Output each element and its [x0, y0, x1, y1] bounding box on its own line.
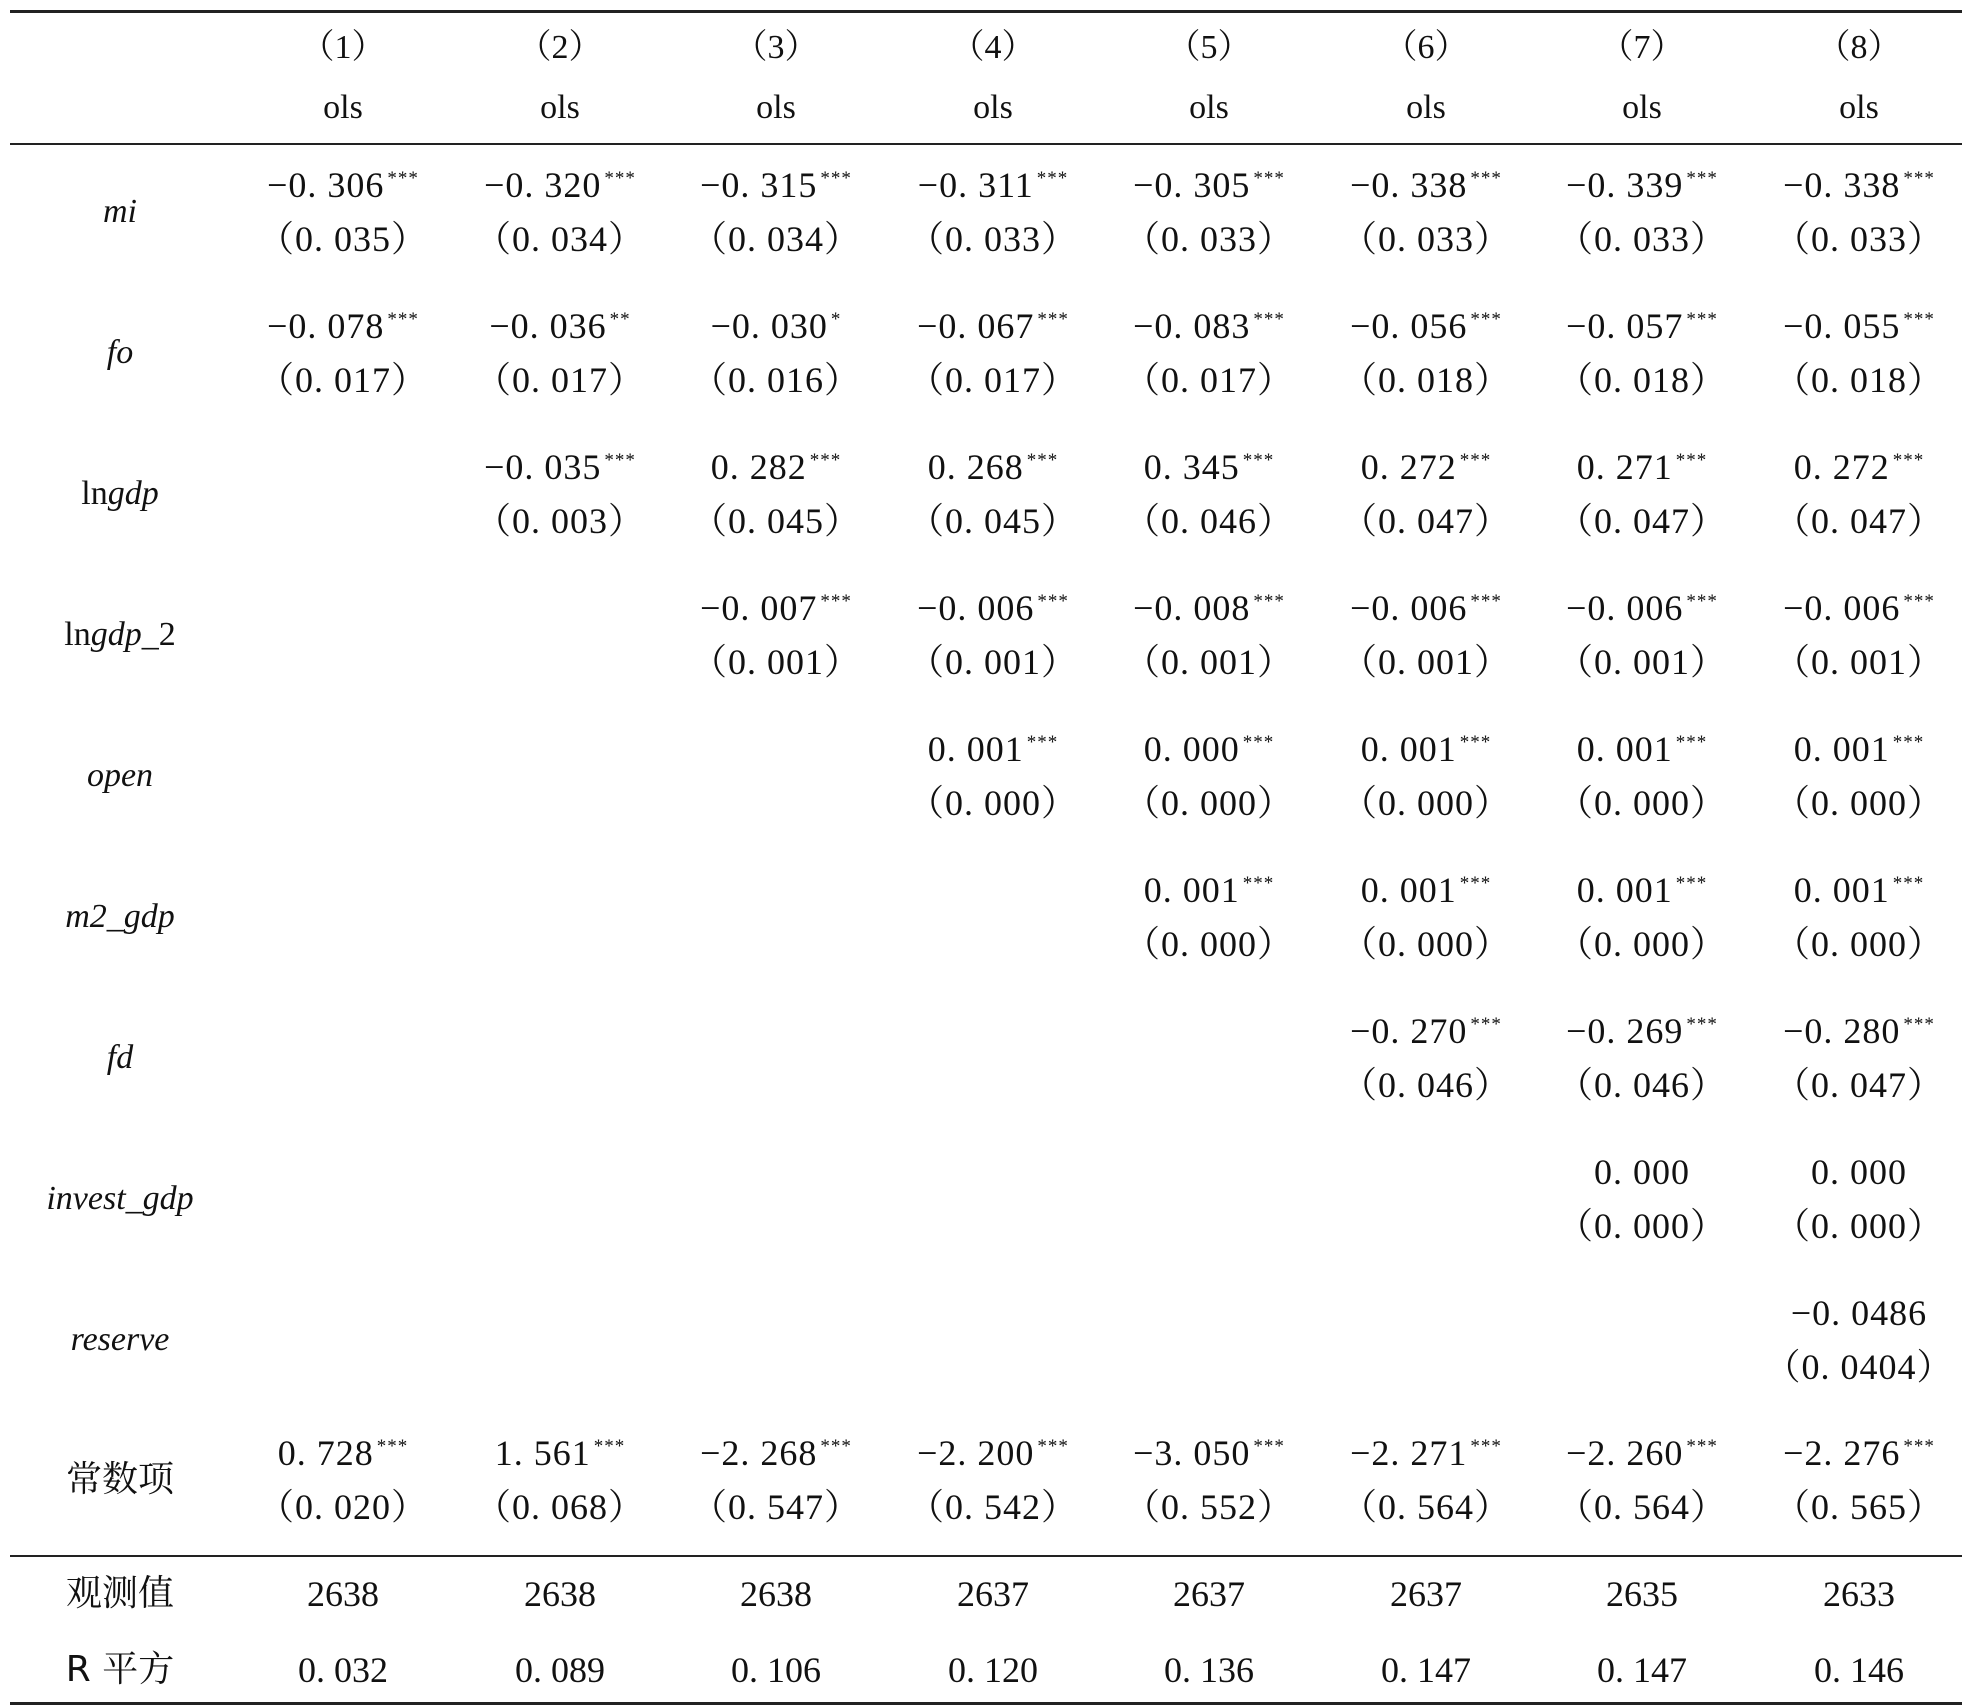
variable-prefix: ln — [81, 475, 108, 512]
observations-value: 2635 — [1606, 1574, 1678, 1614]
coefficient-value: −0. 006 — [1783, 588, 1901, 628]
column-number: （8） — [1816, 29, 1902, 66]
standard-error: （0. 033） — [1773, 219, 1944, 259]
coefficient-cell — [1318, 447, 1534, 487]
column-number: （1） — [300, 29, 386, 66]
standard-error: （0. 035） — [257, 219, 428, 259]
coefficient-cell — [1534, 729, 1750, 769]
coefficient-cell — [452, 447, 668, 487]
coefficient-value: 0. 001 — [1360, 870, 1457, 910]
coefficient-value: −0. 035 — [484, 447, 602, 487]
standard-error: （0. 001） — [907, 642, 1078, 682]
variable-label — [10, 756, 230, 796]
coefficient-value: −0. 067 — [917, 306, 1035, 346]
coefficient-value: 0. 268 — [927, 447, 1024, 487]
standard-error: （0. 017） — [474, 360, 645, 400]
variable-label — [10, 1038, 230, 1078]
coefficient-value: −2. 271 — [1350, 1433, 1468, 1473]
r-squared-value: 0. 106 — [731, 1650, 821, 1690]
coefficient-cell — [452, 306, 668, 346]
significance-stars: ** — [609, 309, 631, 330]
variable-label — [10, 474, 230, 514]
significance-stars: *** — [820, 591, 852, 612]
coefficient-value: −0. 320 — [484, 165, 602, 205]
observations-value: 2633 — [1823, 1574, 1895, 1614]
header-rule — [10, 143, 1962, 145]
standard-error: （0. 047） — [1556, 501, 1727, 541]
significance-stars: *** — [1242, 450, 1275, 471]
standard-error: （0. 017） — [257, 360, 428, 400]
standard-error: （0. 000） — [1773, 783, 1944, 823]
r-squared-label: R 平方 — [65, 1649, 175, 1690]
coefficient-value: 0. 001 — [927, 729, 1024, 769]
r-squared-value: 0. 146 — [1814, 1650, 1904, 1690]
significance-stars: *** — [1459, 732, 1492, 753]
coefficient-cell — [1101, 729, 1317, 769]
significance-stars: *** — [1686, 1014, 1718, 1035]
r-squared-value: 0. 136 — [1164, 1650, 1254, 1690]
significance-stars: *** — [1686, 591, 1718, 612]
coefficient-cell — [235, 1433, 451, 1473]
standard-error: （0. 000） — [1123, 924, 1294, 964]
significance-stars: *** — [1470, 1436, 1502, 1457]
coefficient-cell — [668, 588, 884, 628]
variable-name: fd — [106, 1039, 134, 1076]
significance-stars: *** — [820, 168, 852, 189]
coefficient-value: −0. 030 — [710, 306, 828, 346]
observations-value: 2638 — [740, 1574, 812, 1614]
variable-name: mi — [103, 193, 137, 230]
coefficient-value: 0. 001 — [1143, 870, 1240, 910]
coefficient-cell — [1534, 165, 1750, 205]
significance-stars: *** — [1686, 1436, 1718, 1457]
significance-stars: *** — [1253, 168, 1285, 189]
significance-stars: *** — [1253, 1436, 1285, 1457]
coefficient-value: 0. 000 — [1143, 729, 1240, 769]
significance-stars: *** — [1036, 168, 1069, 189]
coefficient-cell — [1318, 729, 1534, 769]
coefficient-value: −0. 008 — [1133, 588, 1251, 628]
variable-prefix: ln — [64, 616, 91, 653]
significance-stars: *** — [1892, 873, 1925, 894]
standard-error: （0. 017） — [907, 360, 1078, 400]
variable-name: invest_gdp — [46, 1180, 194, 1217]
coefficient-cell — [1318, 306, 1534, 346]
standard-error: （0. 033） — [1340, 219, 1511, 259]
coefficient-cell — [668, 1433, 884, 1473]
coefficient-cell — [1534, 588, 1750, 628]
standard-error: （0. 001） — [1340, 642, 1511, 682]
standard-error: （0. 000） — [1773, 924, 1944, 964]
coefficient-value: 0. 001 — [1793, 870, 1890, 910]
variable-name: gdp — [107, 475, 159, 512]
standard-error: （0. 000） — [1123, 783, 1294, 823]
observations-value: 2638 — [307, 1574, 379, 1614]
variable-suffix: _2 — [141, 616, 176, 653]
standard-error: （0. 047） — [1340, 501, 1511, 541]
variable-label — [10, 615, 230, 655]
significance-stars: *** — [1892, 450, 1925, 471]
coefficient-value: 0. 001 — [1576, 870, 1673, 910]
variable-label — [10, 192, 230, 232]
coefficient-cell — [1318, 1011, 1534, 1051]
coefficient-cell — [668, 306, 884, 346]
summary-rule — [10, 1555, 1962, 1557]
significance-stars: *** — [1253, 591, 1285, 612]
standard-error: （0. 033） — [1123, 219, 1294, 259]
coefficient-value: −0. 036 — [489, 306, 607, 346]
standard-error: （0. 001） — [1773, 642, 1944, 682]
coefficient-cell — [1534, 870, 1750, 910]
coefficient-value: −0. 269 — [1566, 1011, 1684, 1051]
variable-label — [10, 897, 230, 937]
observations-value: 2637 — [1173, 1574, 1245, 1614]
coefficient-cell — [1751, 870, 1967, 910]
coefficient-value: −0. 055 — [1783, 306, 1901, 346]
standard-error: （0. 018） — [1340, 360, 1511, 400]
coefficient-cell — [1534, 1433, 1750, 1473]
coefficient-value: −0. 083 — [1133, 306, 1251, 346]
variable-label — [10, 1320, 230, 1360]
coefficient-cell — [885, 306, 1101, 346]
coefficient-value: −0. 311 — [917, 165, 1034, 205]
standard-error: （0. 547） — [690, 1487, 861, 1527]
column-number: （2） — [517, 29, 603, 66]
coefficient-cell — [1751, 1152, 1967, 1192]
observations-value: 2638 — [524, 1574, 596, 1614]
significance-stars: *** — [1242, 732, 1275, 753]
coefficient-value: 0. 001 — [1576, 729, 1673, 769]
coefficient-cell — [1534, 306, 1750, 346]
standard-error: （0. 565） — [1773, 1487, 1944, 1527]
standard-error: （0. 020） — [257, 1487, 428, 1527]
standard-error: （0. 047） — [1773, 1065, 1944, 1105]
significance-stars: *** — [1470, 1014, 1502, 1035]
standard-error: （0. 000） — [1556, 924, 1727, 964]
coefficient-cell — [1101, 306, 1317, 346]
coefficient-cell — [1101, 870, 1317, 910]
standard-error: （0. 000） — [1556, 1206, 1727, 1246]
coefficient-value: −0. 315 — [700, 165, 818, 205]
coefficient-cell — [885, 447, 1101, 487]
coefficient-value: −0. 006 — [1566, 588, 1684, 628]
coefficient-value: 1. 561 — [494, 1433, 591, 1473]
bottom-rule — [10, 1702, 1962, 1705]
coefficient-cell — [1318, 870, 1534, 910]
coefficient-value: 0. 272 — [1793, 447, 1890, 487]
variable-label — [10, 1179, 230, 1219]
coefficient-cell — [235, 165, 451, 205]
column-number: （3） — [733, 29, 819, 66]
standard-error: （0. 046） — [1556, 1065, 1727, 1105]
standard-error: （0. 564） — [1556, 1487, 1727, 1527]
coefficient-value: 0. 272 — [1360, 447, 1457, 487]
coefficient-value: −0. 057 — [1566, 306, 1684, 346]
significance-stars: *** — [1253, 309, 1285, 330]
standard-error: （0. 068） — [474, 1487, 645, 1527]
standard-error: （0. 003） — [474, 501, 645, 541]
coefficient-cell — [1101, 1433, 1317, 1473]
coefficient-value: −0. 305 — [1133, 165, 1251, 205]
significance-stars: *** — [1686, 309, 1718, 330]
variable-name: open — [86, 757, 154, 794]
column-method: ols — [540, 89, 580, 126]
column-number: （4） — [950, 29, 1036, 66]
r-squared-value: 0. 147 — [1597, 1650, 1687, 1690]
significance-stars: *** — [1459, 873, 1492, 894]
significance-stars: *** — [1903, 1436, 1935, 1457]
coefficient-cell — [885, 165, 1101, 205]
r-squared-value: 0. 032 — [298, 1650, 388, 1690]
standard-error: （0. 016） — [690, 360, 861, 400]
significance-stars: *** — [1026, 732, 1059, 753]
significance-stars: *** — [604, 450, 636, 471]
coefficient-value: 0. 728 — [277, 1433, 374, 1473]
coefficient-cell — [1318, 588, 1534, 628]
significance-stars: *** — [1470, 168, 1502, 189]
coefficient-cell — [885, 1433, 1101, 1473]
standard-error: （0. 034） — [690, 219, 861, 259]
coefficient-cell — [452, 165, 668, 205]
coefficient-value: −0. 056 — [1350, 306, 1468, 346]
coefficient-cell — [1751, 1293, 1967, 1333]
standard-error: （0. 542） — [907, 1487, 1078, 1527]
coefficient-cell — [1751, 447, 1967, 487]
coefficient-value: −2. 260 — [1566, 1433, 1684, 1473]
coefficient-value: 0. 000 — [1811, 1152, 1907, 1192]
coefficient-value: −0. 270 — [1350, 1011, 1468, 1051]
r-squared-value: 0. 120 — [948, 1650, 1038, 1690]
significance-stars: *** — [1686, 168, 1718, 189]
coefficient-cell — [668, 165, 884, 205]
standard-error: （0. 018） — [1773, 360, 1944, 400]
coefficient-value: 0. 282 — [710, 447, 807, 487]
standard-error: （0. 001） — [1123, 642, 1294, 682]
significance-stars: *** — [376, 1436, 409, 1457]
coefficient-value: −0. 007 — [700, 588, 818, 628]
significance-stars: *** — [593, 1436, 626, 1457]
coefficient-value: −0. 006 — [1350, 588, 1468, 628]
coefficient-value: 0. 001 — [1360, 729, 1457, 769]
coefficient-cell — [1534, 447, 1750, 487]
coefficient-value: −0. 0486 — [1790, 1293, 1928, 1333]
observations-value: 2637 — [1390, 1574, 1462, 1614]
column-method: ols — [323, 89, 363, 126]
column-number: （7） — [1599, 29, 1685, 66]
column-method: ols — [1839, 89, 1879, 126]
significance-stars: *** — [1892, 732, 1925, 753]
standard-error: （0. 001） — [690, 642, 861, 682]
variable-name: reserve — [70, 1321, 170, 1358]
significance-stars: *** — [1037, 591, 1069, 612]
variable-label — [10, 333, 230, 373]
column-method: ols — [1189, 89, 1229, 126]
variable-name: fo — [106, 334, 134, 371]
coefficient-cell — [1101, 165, 1317, 205]
coefficient-cell — [885, 588, 1101, 628]
constant-label: 常数项 — [65, 1459, 174, 1500]
coefficient-value: −0. 338 — [1783, 165, 1901, 205]
coefficient-cell — [1751, 729, 1967, 769]
significance-stars: *** — [1903, 591, 1935, 612]
coefficient-cell — [1101, 588, 1317, 628]
significance-stars: *** — [1242, 873, 1275, 894]
standard-error: （0. 000） — [1340, 783, 1511, 823]
coefficient-value: −0. 006 — [917, 588, 1035, 628]
variable-name: m2_gdp — [65, 898, 175, 935]
significance-stars: *** — [1470, 309, 1502, 330]
coefficient-cell — [1318, 1433, 1534, 1473]
column-number: （5） — [1166, 29, 1252, 66]
coefficient-cell — [235, 306, 451, 346]
coefficient-cell — [668, 447, 884, 487]
standard-error: （0. 000） — [1556, 783, 1727, 823]
coefficient-value: −0. 306 — [267, 165, 385, 205]
r-squared-value: 0. 089 — [515, 1650, 605, 1690]
standard-error: （0. 000） — [1340, 924, 1511, 964]
significance-stars: * — [830, 309, 842, 330]
column-number: （6） — [1383, 29, 1469, 66]
coefficient-value: −0. 338 — [1350, 165, 1468, 205]
coefficient-value: −2. 200 — [917, 1433, 1035, 1473]
coefficient-cell — [1534, 1152, 1750, 1192]
observations-value: 2637 — [957, 1574, 1029, 1614]
standard-error: （0. 564） — [1340, 1487, 1511, 1527]
significance-stars: *** — [1026, 450, 1059, 471]
variable-name: gdp — [90, 616, 142, 653]
coefficient-cell — [885, 729, 1101, 769]
coefficient-cell — [1751, 1011, 1967, 1051]
column-method: ols — [756, 89, 796, 126]
coefficient-value: 0. 001 — [1793, 729, 1890, 769]
standard-error: （0. 001） — [1556, 642, 1727, 682]
significance-stars: *** — [604, 168, 636, 189]
coefficient-cell — [1318, 165, 1534, 205]
coefficient-cell — [1534, 1011, 1750, 1051]
significance-stars: *** — [1903, 309, 1935, 330]
standard-error: （0. 047） — [1773, 501, 1944, 541]
significance-stars: *** — [1675, 450, 1708, 471]
standard-error: （0. 0404） — [1764, 1347, 1954, 1387]
coefficient-value: −2. 268 — [700, 1433, 818, 1473]
r-squared-value: 0. 147 — [1381, 1650, 1471, 1690]
coefficient-cell — [1751, 165, 1967, 205]
coefficient-cell — [1751, 588, 1967, 628]
significance-stars: *** — [1037, 309, 1069, 330]
standard-error: （0. 046） — [1340, 1065, 1511, 1105]
significance-stars: *** — [809, 450, 842, 471]
standard-error: （0. 018） — [1556, 360, 1727, 400]
observations-label: 观测值 — [65, 1573, 174, 1614]
standard-error: （0. 045） — [907, 501, 1078, 541]
standard-error: （0. 034） — [474, 219, 645, 259]
significance-stars: *** — [387, 168, 419, 189]
column-method: ols — [1622, 89, 1662, 126]
coefficient-cell — [452, 1433, 668, 1473]
significance-stars: *** — [387, 309, 419, 330]
standard-error: （0. 046） — [1123, 501, 1294, 541]
column-method: ols — [973, 89, 1013, 126]
column-method: ols — [1406, 89, 1446, 126]
significance-stars: *** — [1675, 732, 1708, 753]
standard-error: （0. 017） — [1123, 360, 1294, 400]
coefficient-value: −0. 280 — [1783, 1011, 1901, 1051]
standard-error: （0. 033） — [1556, 219, 1727, 259]
standard-error: （0. 000） — [907, 783, 1078, 823]
coefficient-cell — [1751, 1433, 1967, 1473]
coefficient-value: −3. 050 — [1133, 1433, 1251, 1473]
coefficient-value: 0. 271 — [1576, 447, 1673, 487]
significance-stars: *** — [820, 1436, 852, 1457]
standard-error: （0. 033） — [907, 219, 1078, 259]
significance-stars: *** — [1037, 1436, 1069, 1457]
coefficient-value: −0. 078 — [267, 306, 385, 346]
significance-stars: *** — [1903, 168, 1935, 189]
standard-error: （0. 045） — [690, 501, 861, 541]
significance-stars: *** — [1459, 450, 1492, 471]
coefficient-value: −2. 276 — [1783, 1433, 1901, 1473]
top-rule — [10, 10, 1962, 13]
significance-stars: *** — [1675, 873, 1708, 894]
coefficient-value: 0. 345 — [1143, 447, 1240, 487]
coefficient-cell — [1101, 447, 1317, 487]
significance-stars: *** — [1903, 1014, 1935, 1035]
coefficient-value: 0. 000 — [1594, 1152, 1690, 1192]
standard-error: （0. 000） — [1773, 1206, 1944, 1246]
significance-stars: *** — [1470, 591, 1502, 612]
coefficient-value: −0. 339 — [1566, 165, 1684, 205]
standard-error: （0. 552） — [1123, 1487, 1294, 1527]
coefficient-cell — [1751, 306, 1967, 346]
